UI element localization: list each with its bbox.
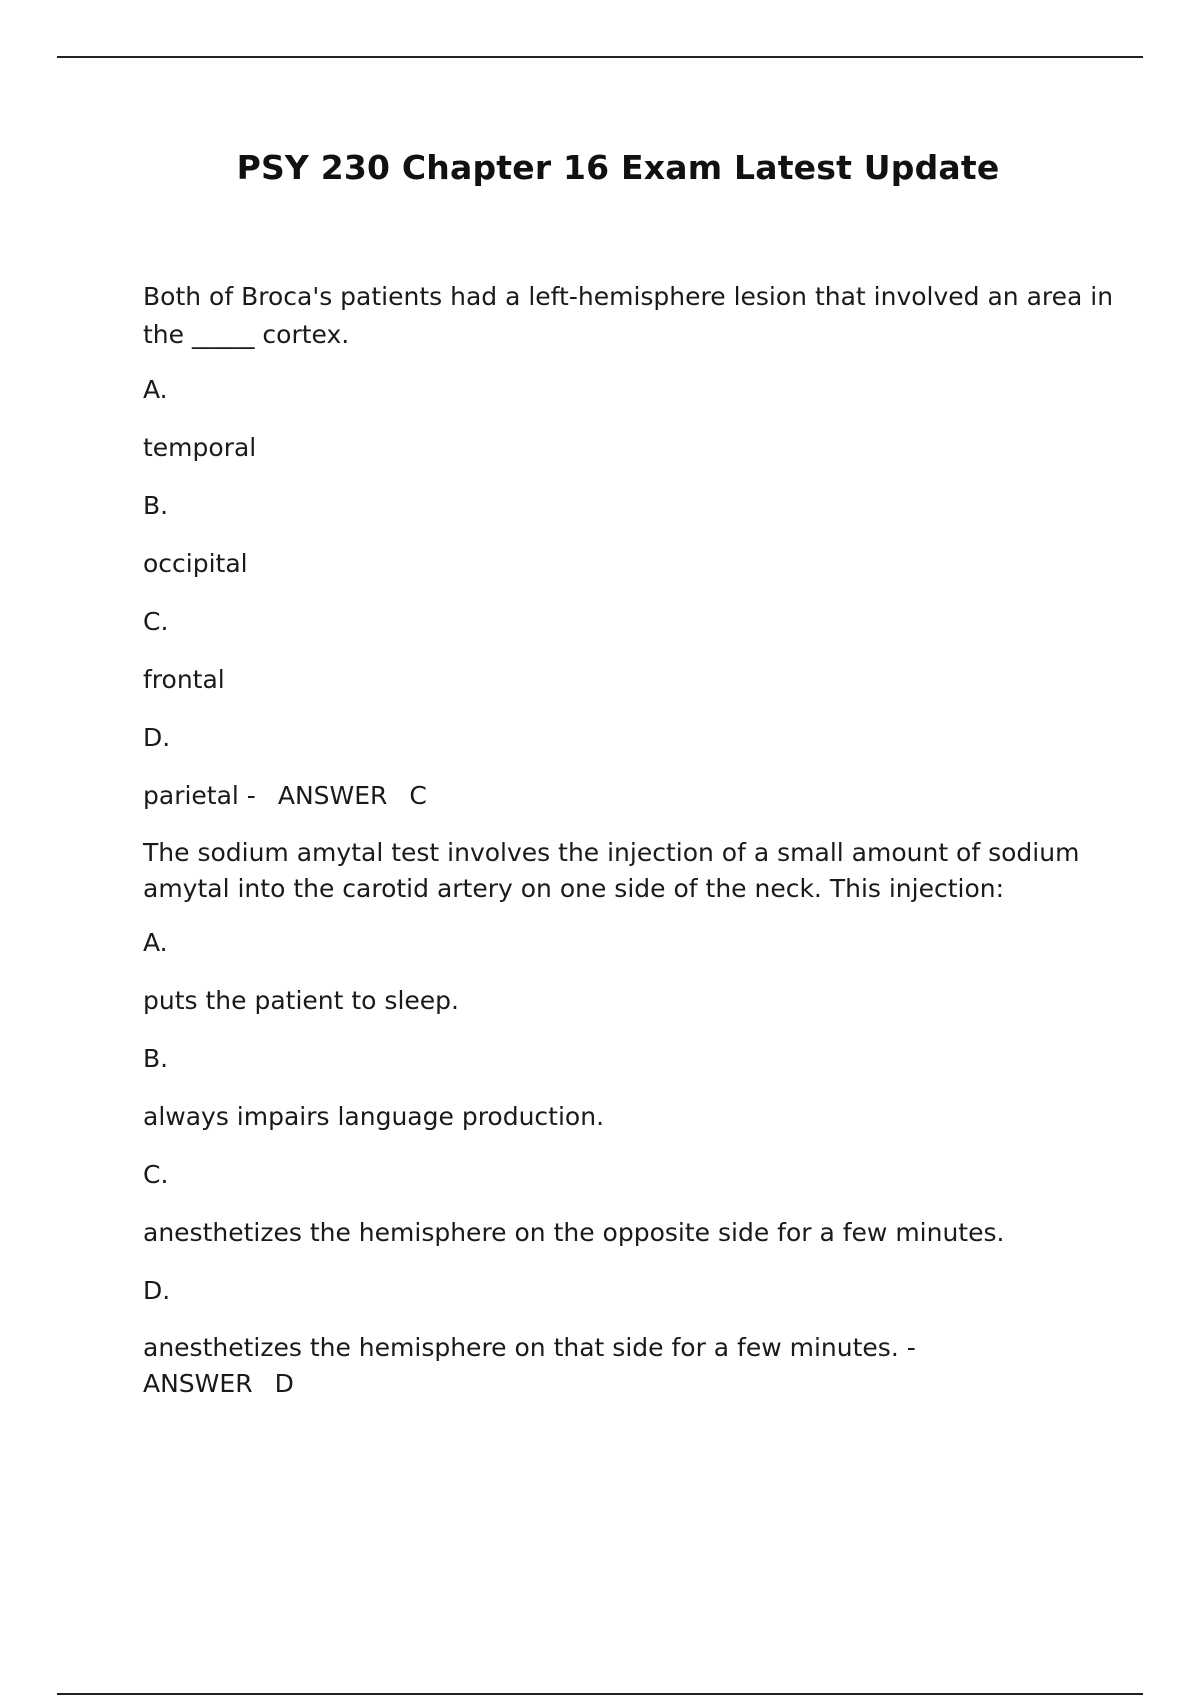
option-letter: D. [143, 1276, 171, 1305]
option-text: occipital [143, 549, 248, 578]
answer-value: D [274, 1369, 294, 1398]
option-text: frontal [143, 665, 225, 694]
answer-label: ANSWER [143, 1369, 253, 1398]
answer-value: C [409, 781, 427, 810]
option-text-with-answer [143, 1330, 1123, 1402]
option-text: parietal - [143, 781, 256, 810]
question-text: The sodium amytal test involves the injection of a small amount of sodium amytal into the carotid artery on one side of the neck. This injection: [143, 838, 1080, 903]
option-letter: B. [143, 491, 169, 520]
answer-label: ANSWER [277, 781, 388, 810]
option-text: temporal [143, 433, 257, 462]
question-2 [143, 835, 1123, 1402]
option-letter: D. [143, 723, 171, 752]
top-rule [57, 56, 1143, 58]
option-text: puts the patient to sleep. [143, 986, 459, 1015]
option-text: anesthetizes the hemisphere on the opposite side for a few minutes. [143, 1218, 1005, 1247]
option-letter: A. [143, 375, 168, 404]
question-list [143, 278, 1123, 1422]
bottom-rule [57, 1693, 1143, 1695]
option-letter: A. [143, 928, 168, 957]
option-text-with-answer [143, 777, 1123, 815]
option-letter: C. [143, 1160, 169, 1189]
option-letter: B. [143, 1044, 169, 1073]
option-text: always impairs language production. [143, 1102, 605, 1131]
page-title: PSY 230 Chapter 16 Exam Latest Update [236, 148, 1000, 187]
question-1 [143, 278, 1123, 815]
option-text: anesthetizes the hemisphere on that side for a few minutes. - [143, 1333, 916, 1362]
question-text: Both of Broca's patients had a left-hemisphere lesion that involved an area in the _____ cortex. [143, 282, 1114, 349]
option-letter: C. [143, 607, 169, 636]
